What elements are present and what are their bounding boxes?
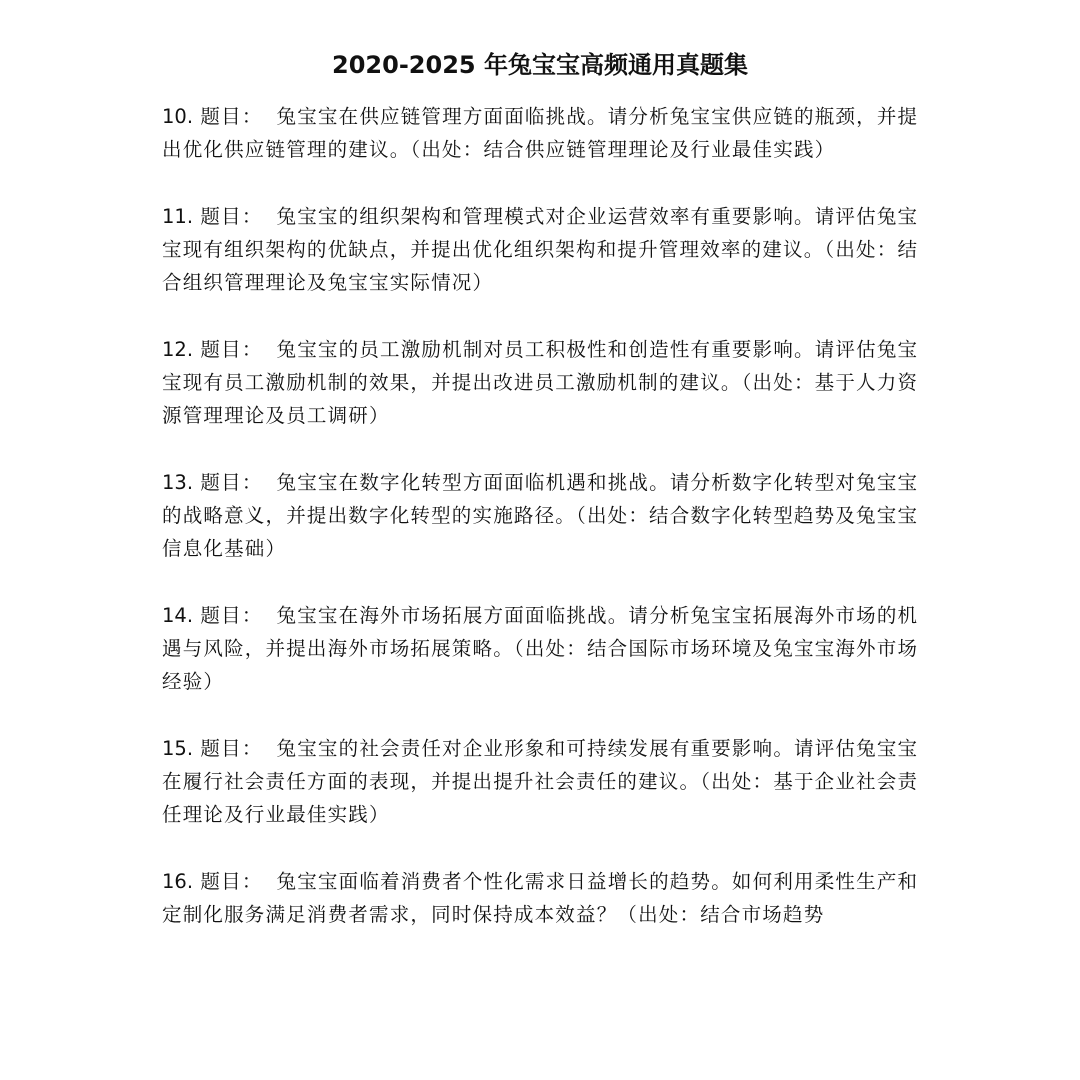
question-item xyxy=(162,333,922,432)
question-label: 题目： xyxy=(200,471,263,494)
question-label: 题目： xyxy=(200,870,263,893)
question-item xyxy=(162,599,922,698)
question-item xyxy=(162,200,922,299)
question-text: 兔宝宝在海外市场拓展方面面临挑战。请分析兔宝宝拓展海外市场的机遇与风险，并提出海外市场拓展策略。（出处：结合国际市场环境及兔宝宝海外市场经验） xyxy=(162,604,919,693)
document-title: 2020-2025 年兔宝宝高频通用真题集 xyxy=(332,51,748,79)
question-number: 10. xyxy=(162,105,194,128)
question-number: 14. xyxy=(162,604,194,627)
question-number: 15. xyxy=(162,737,194,760)
question-label: 题目： xyxy=(200,338,263,361)
question-number: 16. xyxy=(162,870,194,893)
question-text: 兔宝宝的社会责任对企业形象和可持续发展有重要影响。请评估兔宝宝在履行社会责任方面的表现，并提出提升社会责任的建议。（出处：基于企业社会责任理论及行业最佳实践） xyxy=(162,737,919,826)
question-label: 题目： xyxy=(200,205,263,228)
question-label: 题目： xyxy=(200,737,263,760)
question-number: 13. xyxy=(162,471,194,494)
question-number: 12. xyxy=(162,338,194,361)
question-text: 兔宝宝面临着消费者个性化需求日益增长的趋势。如何利用柔性生产和定制化服务满足消费者需求，同时保持成本效益？（出处：结合市场趋势 xyxy=(162,870,919,926)
question-item xyxy=(162,100,922,166)
question-text: 兔宝宝的组织架构和管理模式对企业运营效率有重要影响。请评估兔宝宝现有组织架构的优缺点，并提出优化组织架构和提升管理效率的建议。（出处：结合组织管理理论及兔宝宝实际情况） xyxy=(162,205,919,294)
question-text: 兔宝宝在数字化转型方面面临机遇和挑战。请分析数字化转型对兔宝宝的战略意义，并提出数字化转型的实施路径。（出处：结合数字化转型趋势及兔宝宝信息化基础） xyxy=(162,471,919,560)
question-item xyxy=(162,732,922,831)
question-list xyxy=(162,100,922,965)
question-label: 题目： xyxy=(200,105,263,128)
question-text: 兔宝宝在供应链管理方面面临挑战。请分析兔宝宝供应链的瓶颈，并提出优化供应链管理的建议。（出处：结合供应链管理理论及行业最佳实践） xyxy=(162,105,919,161)
question-text: 兔宝宝的员工激励机制对员工积极性和创造性有重要影响。请评估兔宝宝现有员工激励机制的效果，并提出改进员工激励机制的建议。（出处：基于人力资源管理理论及员工调研） xyxy=(162,338,919,427)
question-item xyxy=(162,466,922,565)
question-label: 题目： xyxy=(200,604,263,627)
question-item xyxy=(162,865,922,931)
question-number: 11. xyxy=(162,205,194,228)
